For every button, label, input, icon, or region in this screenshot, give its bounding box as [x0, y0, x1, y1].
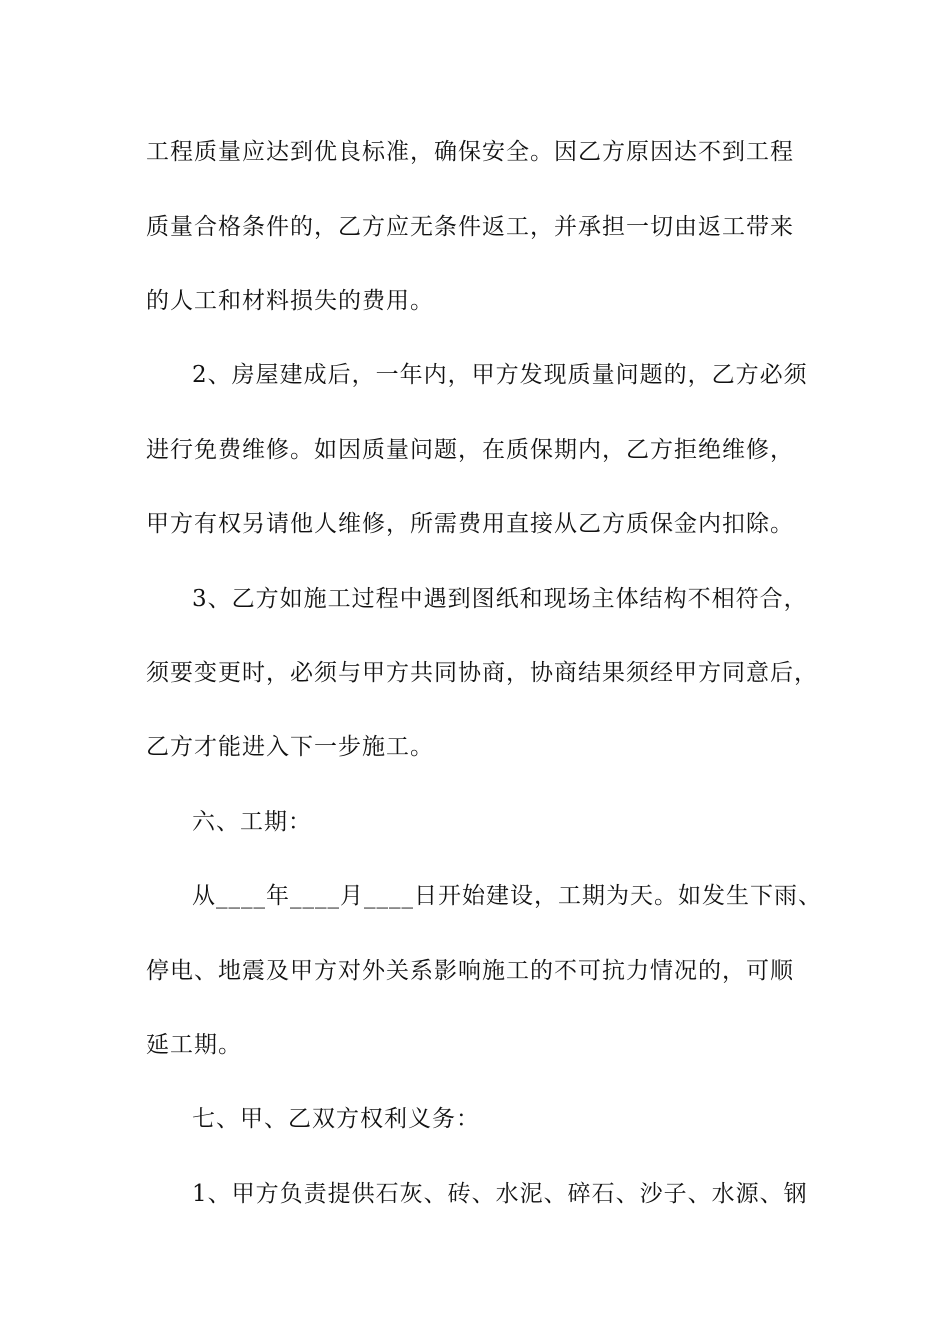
- text-line-1: 工程质量应达到优良标准，确保安全。因乙方原因达不到工程: [146, 139, 794, 165]
- text-line-12: 停电、地震及甲方对外关系影响施工的不可抗力情况的，可顺: [146, 958, 794, 984]
- text-line-5: 进行免费维修。如因质量问题，在质保期内，乙方拒绝维修，: [146, 437, 794, 463]
- section-heading-rights: 七、甲、乙双方权利义务：: [192, 1106, 480, 1132]
- text-line-6: 甲方有权另请他人维修，所需费用直接从乙方质保金内扣除。: [146, 511, 794, 537]
- text-line-13: 延工期。: [146, 1032, 242, 1058]
- text-line-7: 3、乙方如施工过程中遇到图纸和现场主体结构不相符合，: [192, 586, 808, 612]
- text-line-4: 2、房屋建成后，一年内，甲方发现质量问题的，乙方必须: [192, 362, 808, 388]
- text-line-2: 质量合格条件的，乙方应无条件返工，并承担一切由返工带来: [146, 214, 794, 240]
- text-line-15: 1、甲方负责提供石灰、砖、水泥、碎石、沙子、水源、钢: [192, 1181, 808, 1207]
- section-heading-schedule: 六、工期：: [192, 809, 312, 835]
- text-line-9: 乙方才能进入下一步施工。: [146, 734, 434, 760]
- text-line-3: 的人工和材料损失的费用。: [146, 288, 434, 314]
- text-line-11: 从____年____月____日开始建设，工期为天。如发生下雨、: [192, 883, 822, 909]
- text-line-8: 须要变更时，必须与甲方共同协商，协商结果须经甲方同意后，: [146, 660, 818, 686]
